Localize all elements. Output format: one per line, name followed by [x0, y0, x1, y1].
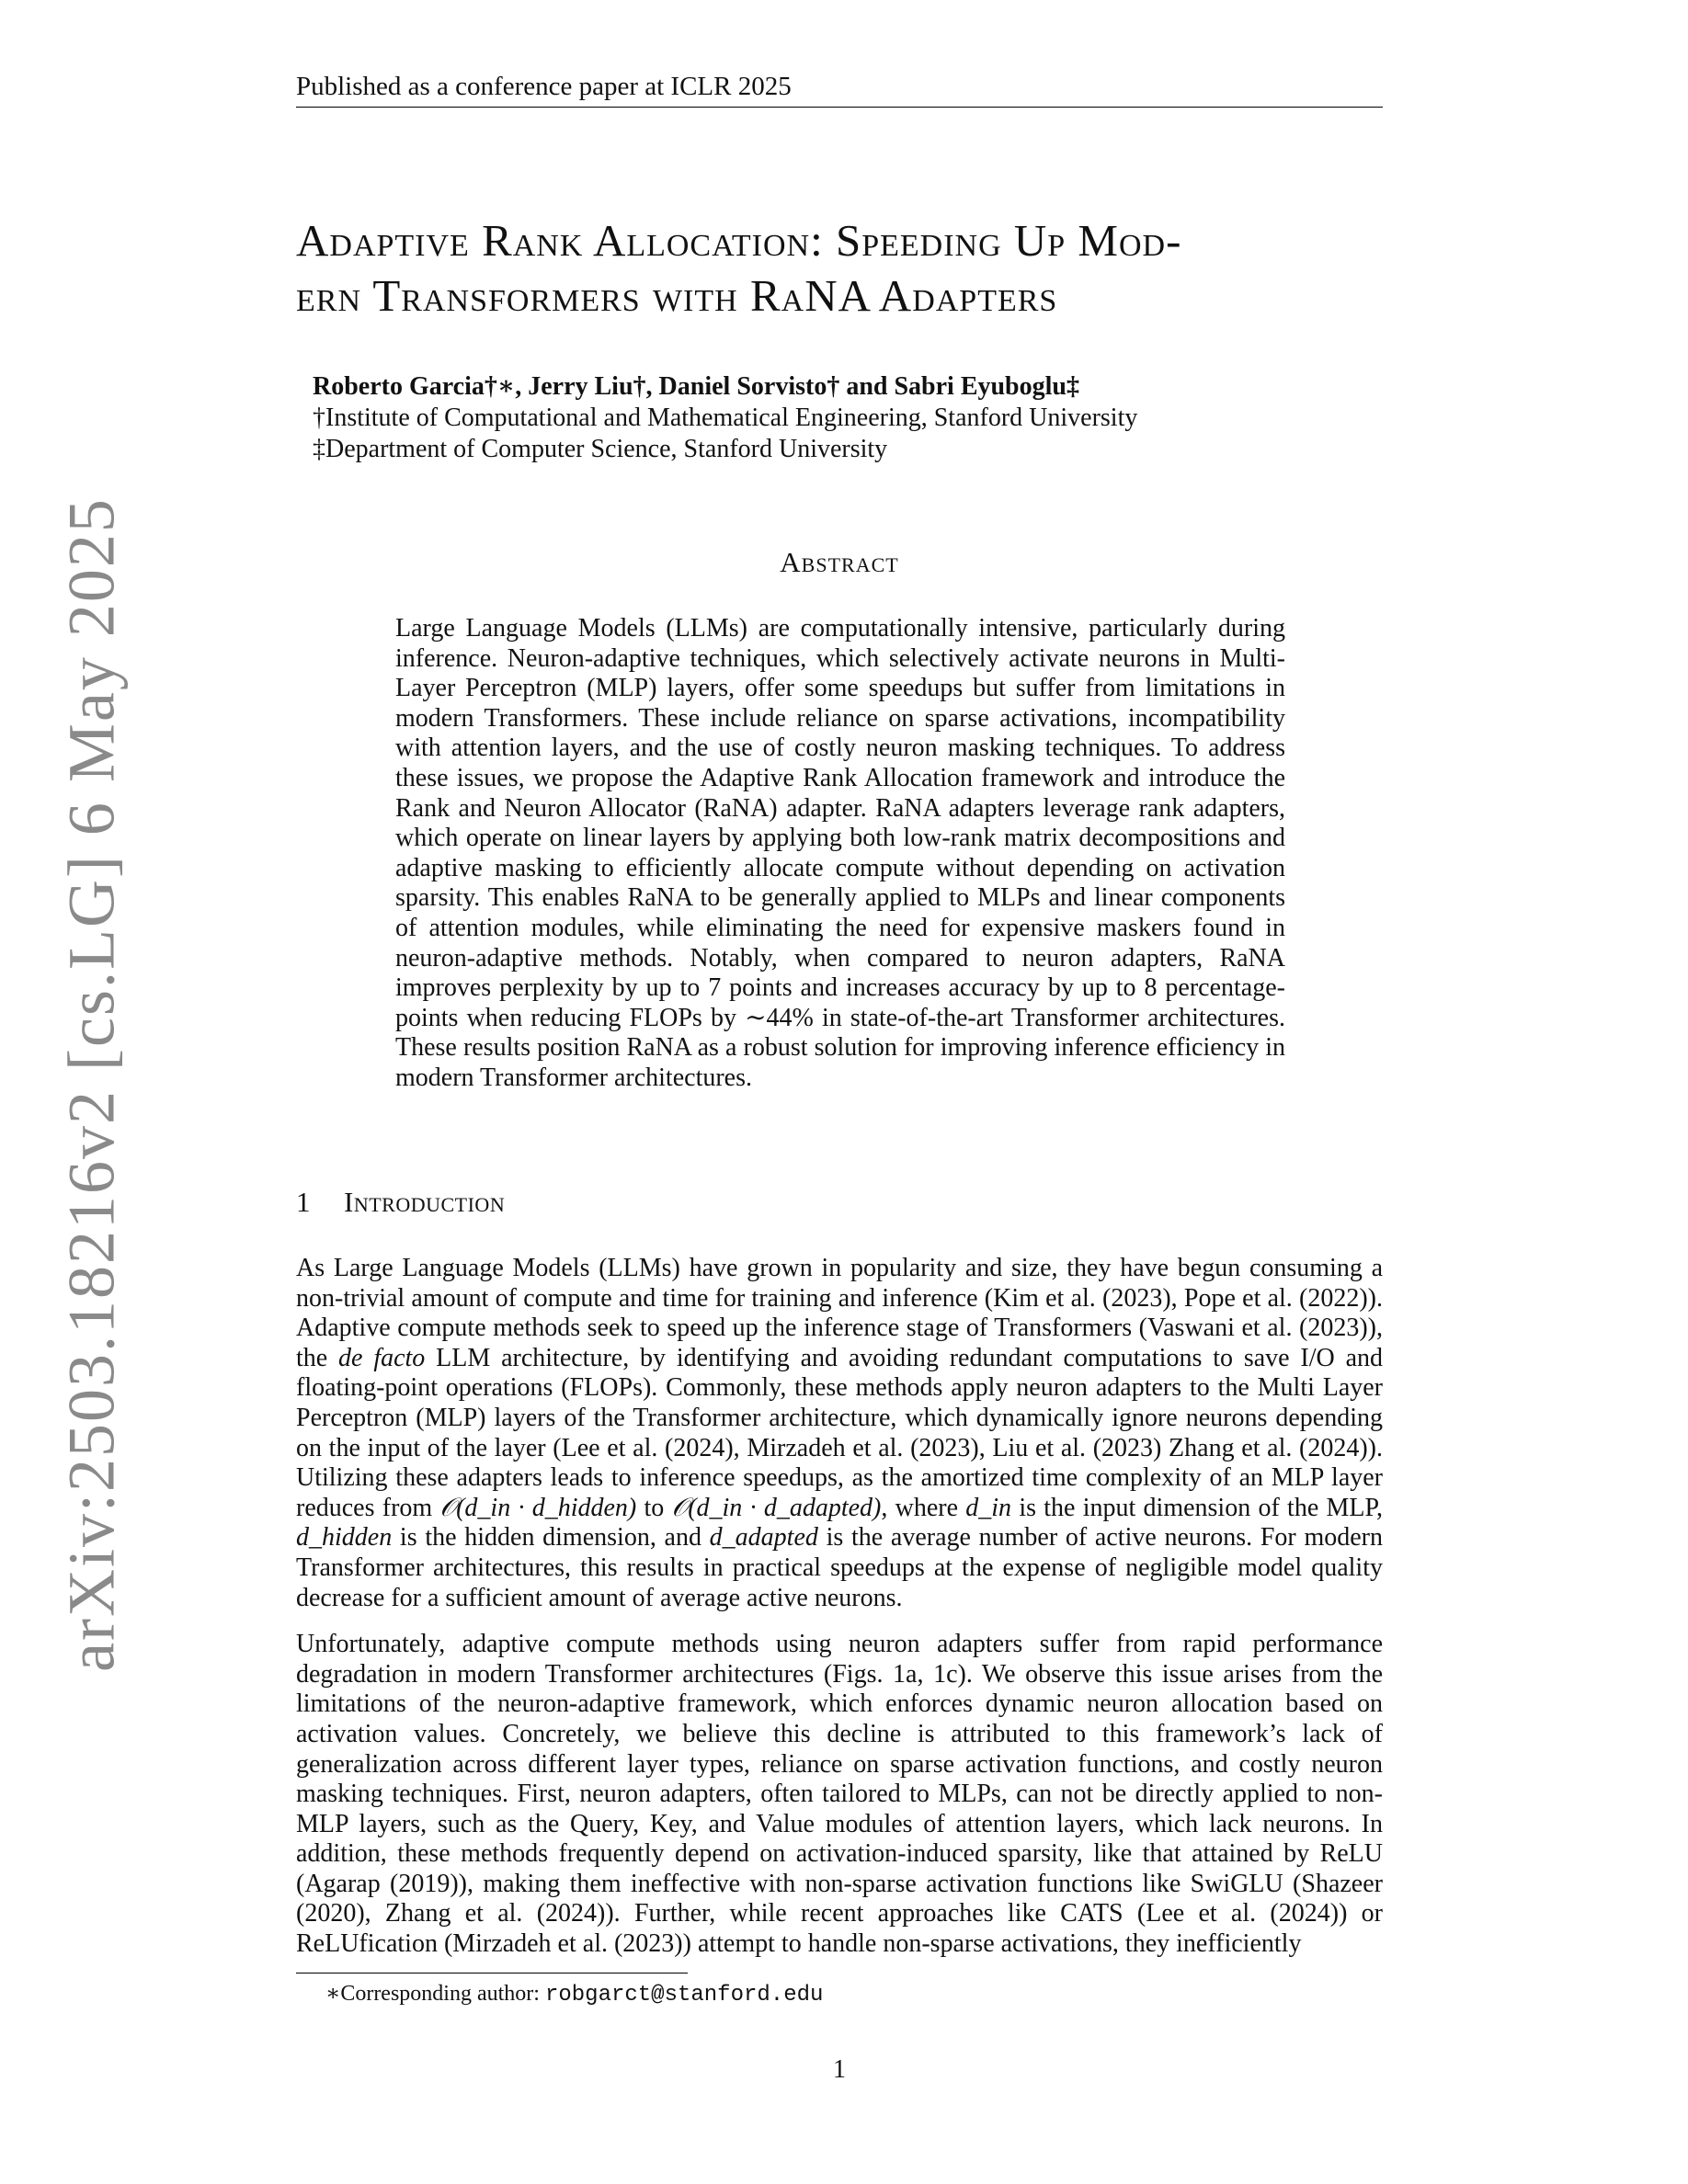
affiliation-2: ‡Department of Computer Science, Stanford University	[313, 435, 888, 463]
footnote-label: ∗Corresponding author:	[325, 1982, 545, 2006]
section-heading-introduction	[296, 1186, 1383, 1219]
section-number: 1	[296, 1186, 311, 1218]
title-line-2: ern Transformers with RaNA Adapters	[296, 270, 1058, 321]
text-run: is the average number of active neurons. For modern Transformer architectures, this results in practical speedups at the expense of negligible model quality decrease for a sufficient amount of average active neurons.	[296, 1523, 1383, 1612]
italic-run: de facto	[338, 1343, 426, 1372]
paper-title	[296, 213, 1390, 324]
text-run: LLM architecture, by identifying and avoiding redundant computations to save I/O and floating-point operations (FLOPs). Commonly, these methods apply neuron adapters to the Multi Layer Perceptron (MLP) layers of the Transformer architecture, which dynamically ignore neurons depending on the input of the layer (Lee et al. (2024), Mirzadeh et al. (2023), Liu et al. (2023) Zhang et al. (2024)). Utilizing these adapters leads to inference speedups, as the amortized time complexity of an MLP layer reduces from	[296, 1343, 1383, 1522]
math-run: d_adapted	[709, 1523, 818, 1553]
abstract-heading: Abstract	[780, 546, 899, 578]
math-run: 𝒪(d_in · d_adapted)	[671, 1493, 882, 1522]
page-number: 1	[833, 2055, 846, 2084]
section-title: Introduction	[344, 1186, 506, 1218]
title-line-1: Adaptive Rank Allocation: Speeding Up Mod-	[296, 215, 1182, 266]
text-run: is the hidden dimension, and	[392, 1523, 710, 1553]
footnote	[325, 1980, 823, 2009]
arxiv-identifier: arXiv:2503.18216v2 [cs.LG] 6 May 2025	[54, 497, 129, 1672]
introduction-body	[296, 1254, 1383, 1976]
abstract-body	[395, 614, 1285, 1094]
author-names: Roberto Garcia†∗, Jerry Liu†, Daniel Sorvisto† and Sabri Eyuboglu‡	[313, 372, 1079, 401]
intro-paragraph-2: Unfortunately, adaptive compute methods using neuron adapters suffer from rapid performance degradation in modern Transformer architectures (Figs. 1a, 1c). We observe this issue arises from the limitations of the neuron-adaptive framework, which enforces dynamic neuron allocation based on activation values. Concretely, we believe this decline is attributed to this framework’s lack of generalization across different layer types, reliance on sparse activation functions, and costly neuron masking techniques. First, neuron adapters, often tailored to MLPs, can not be directly applied to non-MLP layers, such as the Query, Key, and Value modules of attention layers, which lack neurons. In addition, these methods frequently depend on activation-induced sparsity, like that attained by ReLU (Agarap (2019)), making them ineffective with non-sparse activation functions like SwiGLU (Shazeer (2020), Zhang et al. (2024)). Further, while recent approaches like CATS (Lee et al. (2024)) or ReLUfication (Mirzadeh et al. (2023)) attempt to handle non-sparse activations, they inefficiently	[296, 1630, 1383, 1959]
intro-paragraph-1	[296, 1254, 1383, 1613]
math-run: 𝒪(d_in · d_hidden)	[439, 1493, 637, 1522]
math-run: d_hidden	[296, 1523, 393, 1553]
footnote-divider	[296, 1973, 688, 1974]
author-block	[313, 371, 1370, 465]
affiliation-1: †Institute of Computational and Mathematical Engineering, Stanford University	[313, 404, 1138, 432]
text-run: is the input dimension of the MLP,	[1011, 1493, 1383, 1522]
footnote-email[interactable]: robgarct@stanford.edu	[544, 1983, 824, 2008]
header-text: Published as a conference paper at ICLR 2025	[296, 72, 792, 101]
text-run: , where	[881, 1493, 966, 1522]
text-run: to	[636, 1493, 672, 1522]
text-run: As Large Language Models (LLMs) have grown in popularity and size, they have begun consuming a non-trivial amount of compute and time for training and inference (Kim et al. (2023), Pope et al. (2022)). Adaptive compute methods seek to speed up the inference stage of Transformers (Vaswani et al. (2023)), the	[296, 1254, 1383, 1372]
running-header	[296, 70, 1383, 108]
math-run: d_in	[965, 1493, 1012, 1522]
abstract-paragraph: Large Language Models (LLMs) are computationally intensive, particularly during inference. Neuron-adaptive techniques, which selectively activate neurons in Multi-Layer Perceptron (MLP) layers, offer some speedups but suffer from limitations in modern Transformers. These include reliance on sparse activations, incompatibility with attention layers, and the use of costly neuron masking techniques. To address these issues, we propose the Adaptive Rank Allocation framework and introduce the Rank and Neuron Allocator (RaNA) adapter. RaNA adapters leverage rank adapters, which operate on linear layers by applying both low-rank matrix decompositions and adaptive masking to efficiently allocate compute without depending on activation sparsity. This enables RaNA to be generally applied to MLPs and linear components of attention modules, while eliminating the need for expensive maskers found in neuron-adaptive methods. Notably, when compared to neuron adapters, RaNA improves perplexity by up to 7 points and increases accuracy by up to 8 percentage-points when reducing FLOPs by ∼44% in state-of-the-art Transformer architectures. These results position RaNA as a robust solution for improving inference efficiency in modern Transformer architectures.	[395, 614, 1285, 1092]
